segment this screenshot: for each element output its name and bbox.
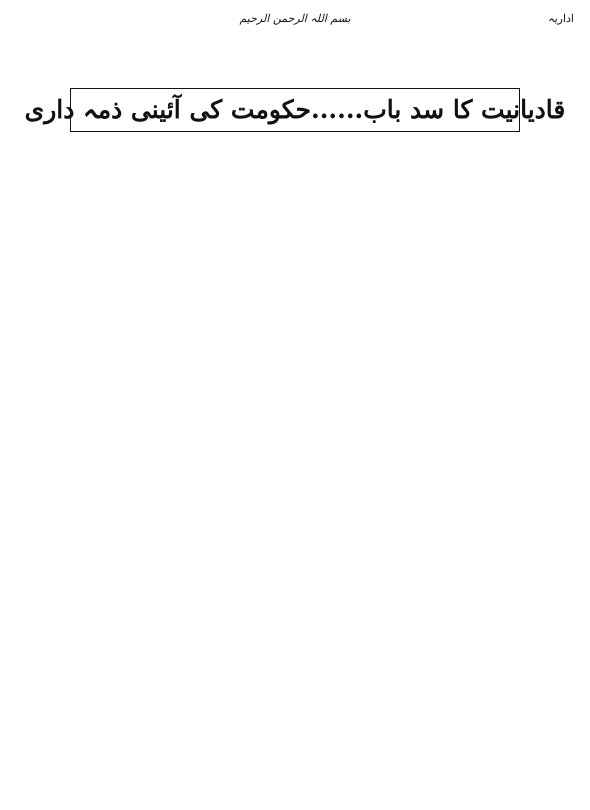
section-label: اداریہ — [548, 12, 574, 25]
bismillah-invocation: بسم اللہ الرحمن الرحیم — [239, 12, 351, 25]
headline: قادیانیت کا سد باب......حکومت کی آئینی ذمہ داری — [24, 95, 566, 125]
article-body — [12, 150, 578, 802]
headline-box — [24, 88, 566, 132]
